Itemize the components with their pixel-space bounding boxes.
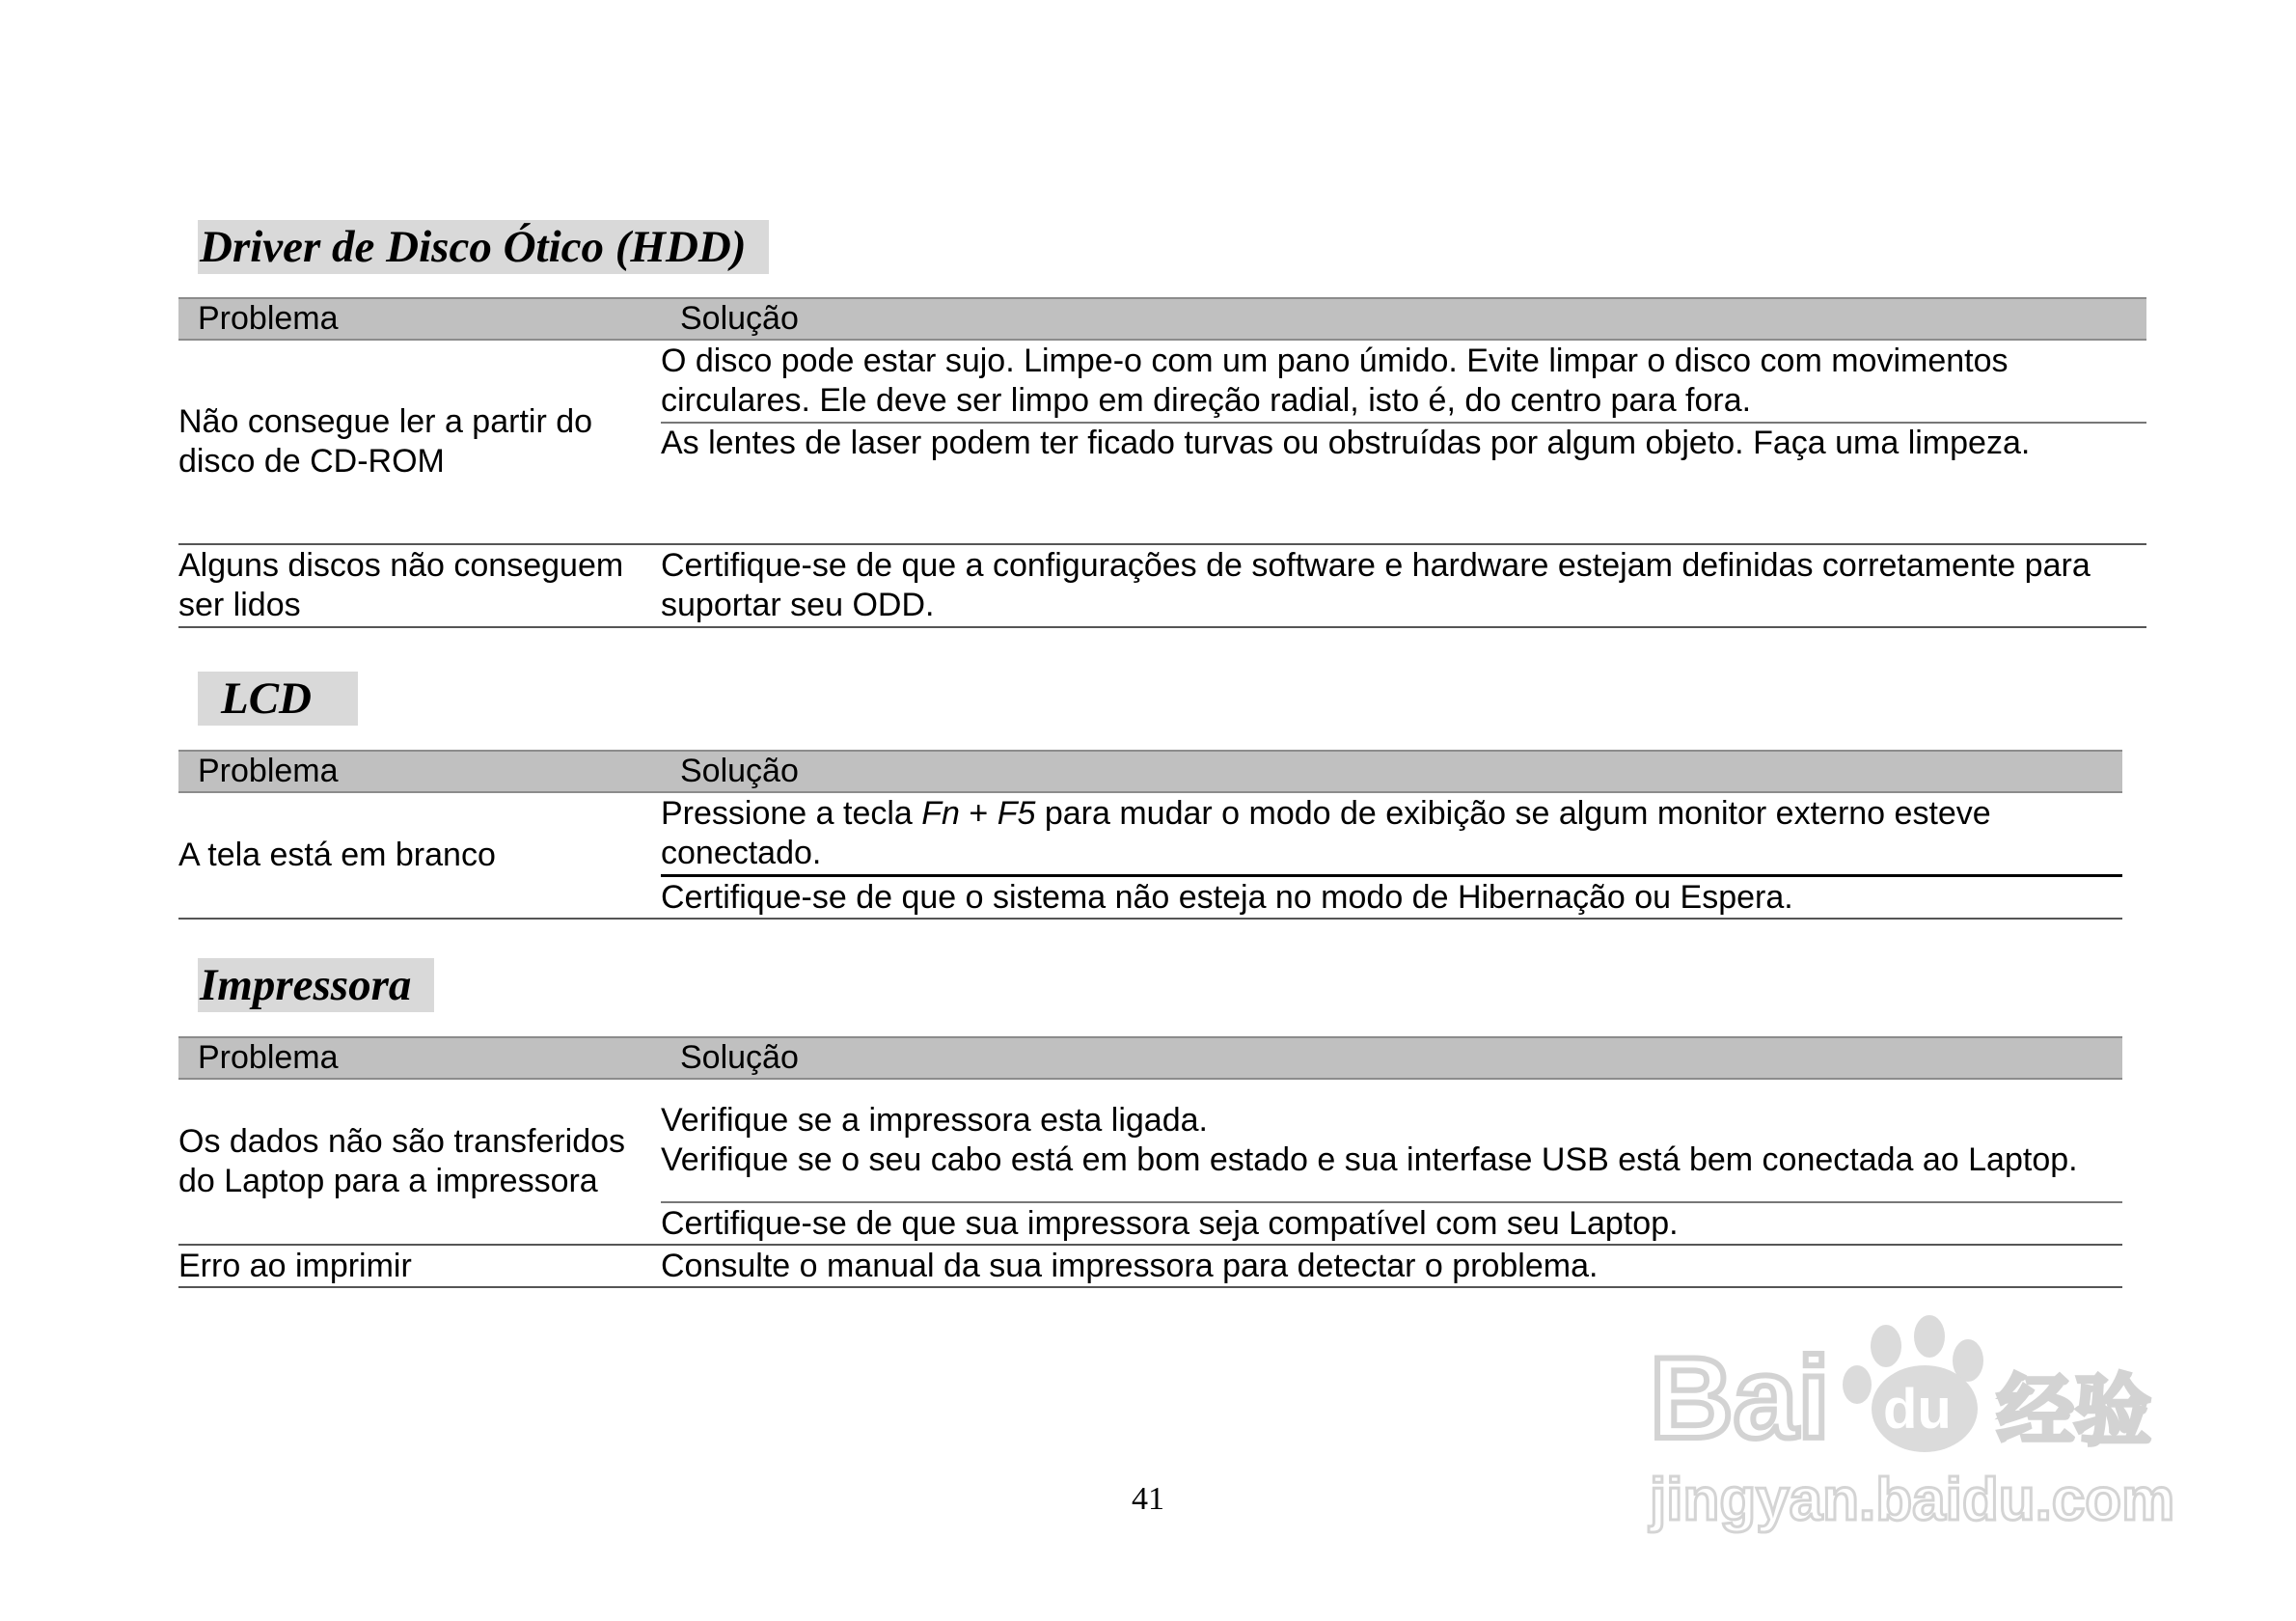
problem-cell: Os dados não são transferidos do Laptop para a impressora <box>178 1079 661 1245</box>
solution-text: Pressione a tecla <box>661 795 922 832</box>
header-solution: Solução <box>661 1037 2122 1079</box>
solution-cell: As lentes de laser podem ter ficado turvas ou obstruídas por algum objeto. Faça uma limpeza. <box>661 423 2146 544</box>
solution-cell: O disco pode estar sujo. Limpe-o com um pano úmido. Evite limpar o disco com movimentos circulares. Ele deve ser limpo em direção radial, isto é, do centro para fora. <box>661 340 2146 423</box>
solution-line: Verifique se a impressora esta ligada. <box>661 1102 1208 1139</box>
troubleshoot-table-lcd <box>178 750 2122 920</box>
key-f5: F5 <box>997 795 1036 832</box>
header-problem: Problema <box>178 298 661 340</box>
problem-cell: Alguns discos não conseguem ser lidos <box>178 544 661 627</box>
troubleshoot-table-printer <box>178 1036 2122 1288</box>
table-header <box>178 1037 2122 1079</box>
page-number: 41 <box>1132 1481 1164 1517</box>
solution-cell: Certifique-se de que sua impressora seja compatível com seu Laptop. <box>661 1202 2122 1245</box>
section-title-printer: Impressora <box>198 958 434 1012</box>
table-row <box>178 340 2146 423</box>
table-header <box>178 298 2146 340</box>
section-title-lcd: LCD <box>198 672 358 726</box>
header-problem: Problema <box>178 751 661 792</box>
key-fn: Fn <box>921 795 960 832</box>
solution-cell <box>661 1079 2122 1202</box>
paw-icon <box>1843 1315 1983 1452</box>
table-row <box>178 792 2122 876</box>
troubleshoot-table-optical-drive <box>178 297 2146 628</box>
watermark-cn: 经验 <box>1997 1366 2151 1456</box>
watermark-paw-text: du <box>1883 1378 1952 1441</box>
watermark-brand: Bai <box>1650 1333 1830 1463</box>
table-row <box>178 1245 2122 1287</box>
section-title-optical-drive: Driver de Disco Ótico (HDD) <box>198 220 769 274</box>
watermark-url: jingyan.baidu.com <box>1650 1467 2175 1533</box>
baidu-watermark-logo <box>1640 1283 2180 1553</box>
solution-cell: Consulte o manual da sua impressora para detectar o problema. <box>661 1245 2122 1287</box>
solution-text: + <box>959 795 998 832</box>
header-solution: Solução <box>661 298 2146 340</box>
solution-cell: Certifique-se de que a configurações de software e hardware estejam definidas corretamente para suportar seu ODD. <box>661 544 2146 627</box>
table-row <box>178 544 2146 627</box>
solution-text: para mudar o modo de exibição se algum monitor externo esteve conectado. <box>661 795 1991 871</box>
header-solution: Solução <box>661 751 2122 792</box>
table-row <box>178 1079 2122 1202</box>
problem-cell: Erro ao imprimir <box>178 1245 661 1287</box>
solution-cell: Certifique-se de que o sistema não esteja no modo de Hibernação ou Espera. <box>661 876 2122 920</box>
solution-cell <box>661 792 2122 876</box>
problem-cell: A tela está em branco <box>178 792 661 919</box>
table-header <box>178 751 2122 792</box>
solution-line: Verifique se o seu cabo está em bom estado e sua interfase USB está bem conectada ao Laptop. <box>661 1141 2078 1178</box>
problem-cell: Não consegue ler a partir do disco de CD-ROM <box>178 340 661 544</box>
header-problem: Problema <box>178 1037 661 1079</box>
